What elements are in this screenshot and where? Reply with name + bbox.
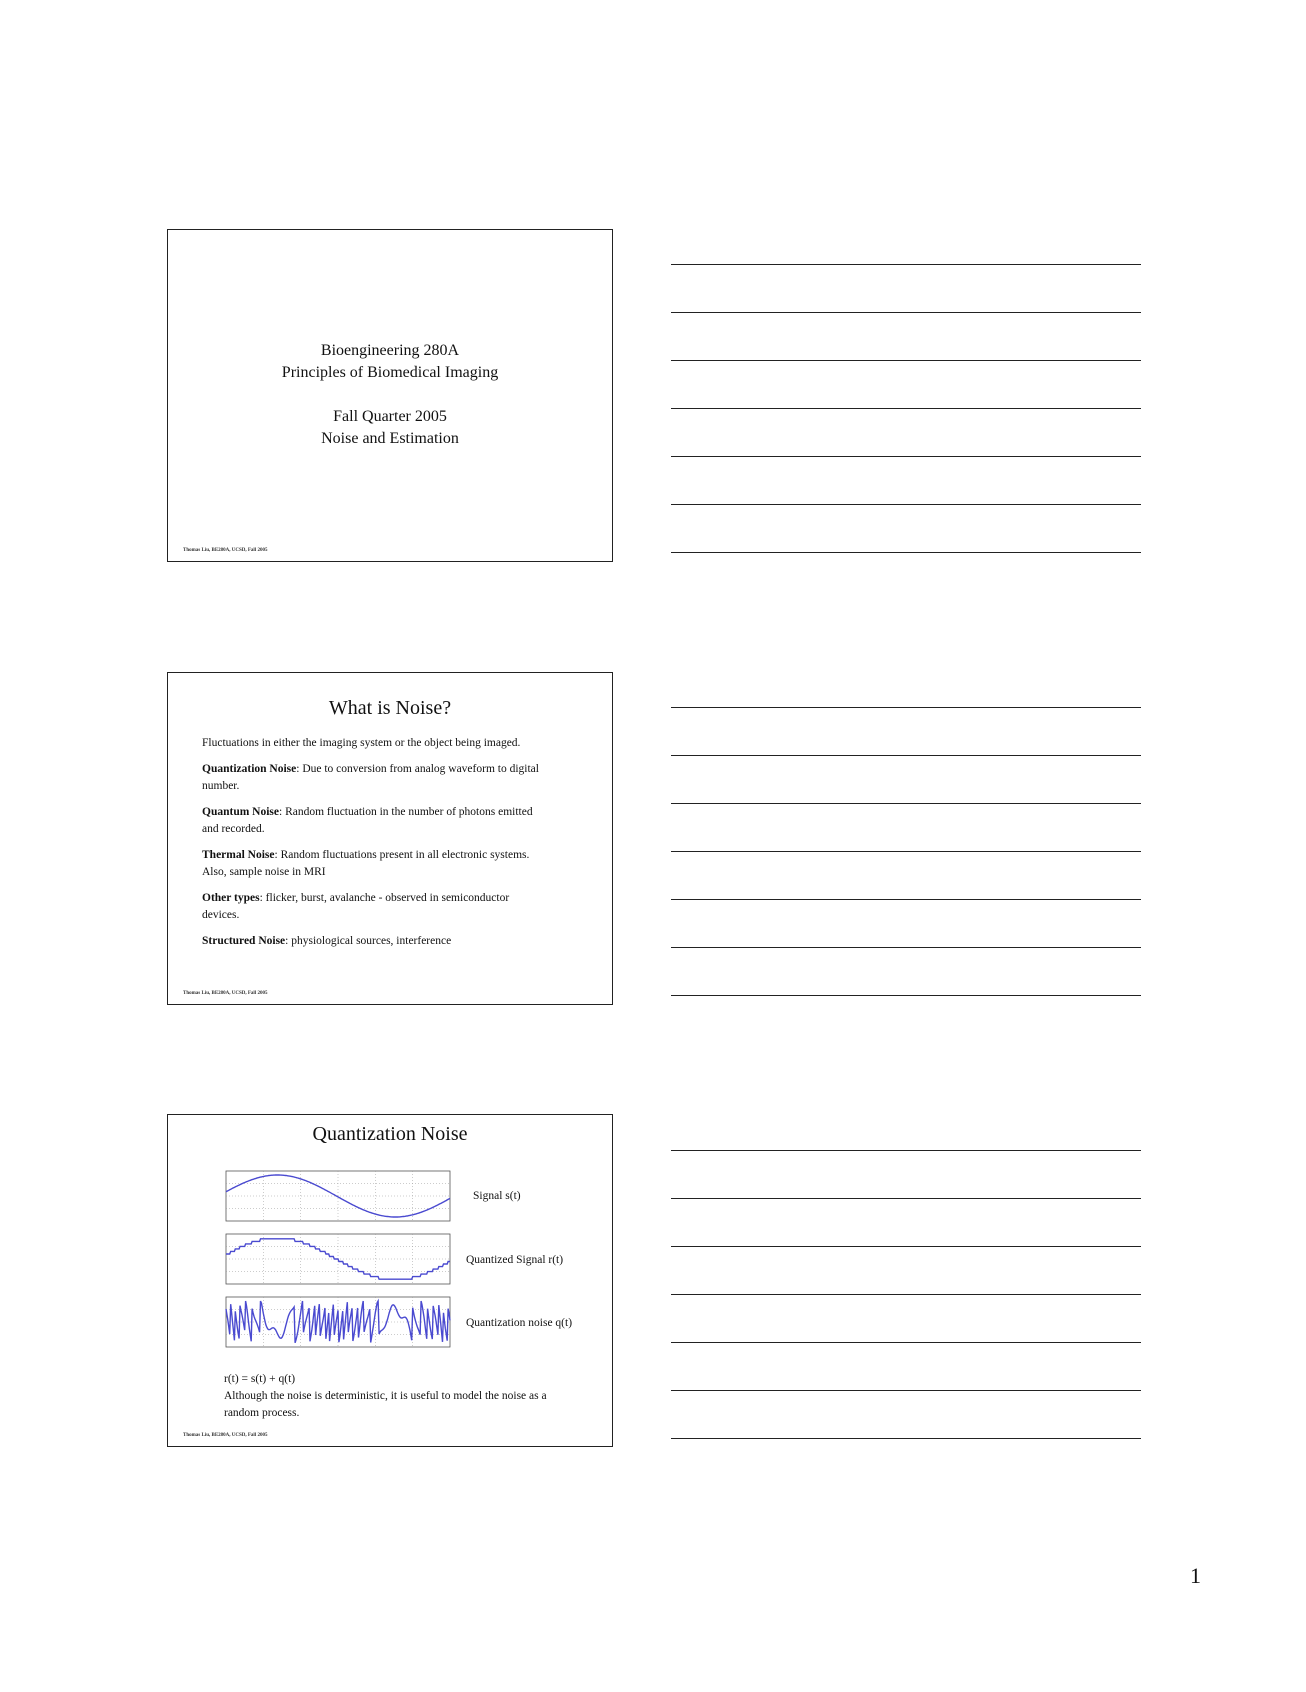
note-line [671,456,1141,457]
note-line [671,851,1141,852]
slide-footer: Thomas Liu, BE280A, UCSD, Fall 2005 [183,1433,268,1438]
note-line [671,264,1141,265]
slide-footer: Thomas Liu, BE280A, UCSD, Fall 2005 [183,991,268,996]
equation: r(t) = s(t) + q(t) [224,1373,296,1385]
lecture-topic: Noise and Estimation [321,430,459,447]
bullet-term: Quantization Noise [202,763,297,775]
bullet-term: Quantum Noise [202,806,279,818]
note-line [671,1342,1141,1343]
quantization-noise-plot [218,1293,458,1351]
intro-text: Fluctuations in either the imaging system or the object being imaged. [202,737,521,749]
bullet-item [202,804,542,838]
page-number: 1 [1190,1563,1201,1588]
bullet-term: Thermal Noise [202,849,275,861]
slide-title: Quantization Noise [312,1123,468,1145]
quantized-signal-plot [218,1230,458,1288]
note-line [671,312,1141,313]
note-line [671,1198,1141,1199]
note-line [671,1294,1141,1295]
equation-block [224,1371,564,1422]
bullet-item [202,761,542,795]
note-line [671,504,1141,505]
quantized-signal-label: Quantized Signal r(t) [466,1254,564,1266]
note-line [671,803,1141,804]
bullet-text: : Due to conversion from analog waveform to digital number. [202,763,539,792]
signal-plot [218,1167,458,1225]
note-line [671,899,1141,900]
bullet-item [202,890,542,924]
bullet-list [202,735,542,959]
bullet-item [202,847,542,881]
slide-what-is-noise [167,672,613,1005]
course-subtitle: Principles of Biomedical Imaging [281,364,499,381]
note-line [671,1150,1141,1151]
note-line [671,707,1141,708]
bullet-item [202,933,542,950]
course-name: Bioengineering 280A [320,342,460,359]
slide-title-page [167,229,613,562]
bullet-term: Structured Noise [202,935,286,947]
slide-title: What is Noise? [328,697,452,719]
slide-quantization-noise [167,1114,613,1447]
bullet-text: : physiological sources, interference [285,935,452,947]
note-line [671,995,1141,996]
signal-label: Signal s(t) [473,1190,521,1202]
note-line [671,360,1141,361]
quantization-noise-label: Quantization noise q(t) [466,1317,573,1329]
note-line [671,1438,1141,1439]
title-block [168,340,612,450]
note-line [671,1246,1141,1247]
note-line [671,1390,1141,1391]
explanation-text: Although the noise is deterministic, it is useful to model the noise as a random process. [224,1390,547,1419]
note-line [671,408,1141,409]
bullet-text: : flicker, burst, avalanche - observed in semiconductor devices. [202,892,510,921]
bullet-term: Other types [202,892,260,904]
quarter: Fall Quarter 2005 [333,408,447,425]
note-line [671,552,1141,553]
note-line [671,755,1141,756]
slide-footer: Thomas Liu, BE280A, UCSD, Fall 2005 [183,548,268,553]
bullet-text: : Random fluctuation in the number of photons emitted and recorded. [202,806,533,835]
note-line [671,947,1141,948]
bullet-text: : Random fluctuations present in all electronic systems. Also, sample noise in MRI [202,849,530,878]
